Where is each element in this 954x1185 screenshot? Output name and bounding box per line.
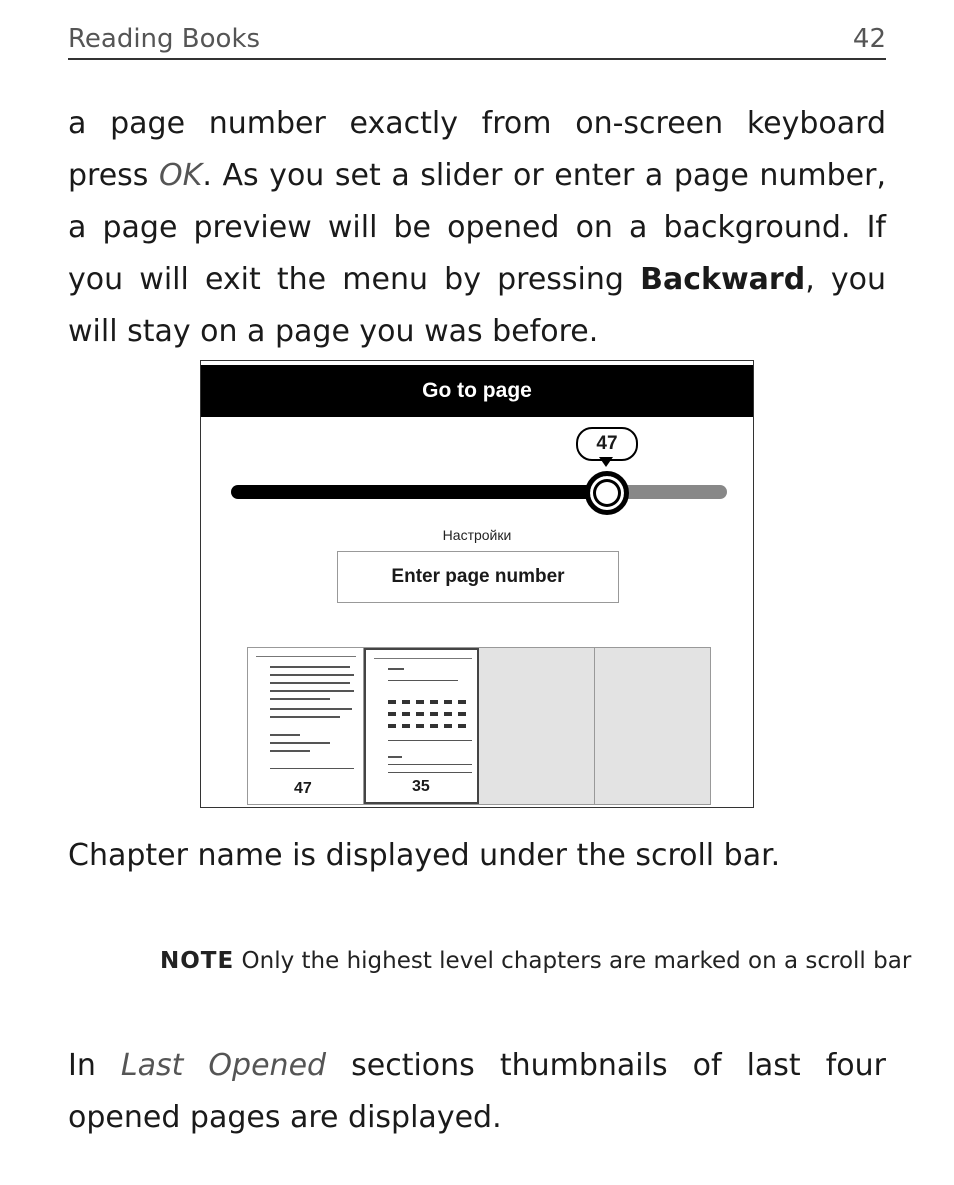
thumbnail-page-number: 35 xyxy=(412,778,430,795)
backward-key: Backward xyxy=(640,262,806,297)
note-callout xyxy=(160,948,912,974)
thumbnail-empty-4 xyxy=(595,648,710,804)
paragraph-slider-instructions xyxy=(68,98,886,358)
thumbnail-page-number: 47 xyxy=(294,780,312,797)
last-opened-term: Last Opened xyxy=(120,1048,327,1083)
p1-text-c: , you will stay on a page you was before. xyxy=(68,262,887,349)
chapter-label: Настройки xyxy=(442,527,512,543)
page-thumbnails xyxy=(247,647,711,805)
thumbnail-page-2[interactable] xyxy=(364,648,479,804)
enter-page-number-button[interactable]: Enter page number xyxy=(337,551,619,603)
paragraph-last-opened xyxy=(68,1040,886,1144)
p3-text-b: sections thumbnails of last four opened pages are displayed. xyxy=(68,1048,887,1135)
section-title: Reading Books xyxy=(68,24,261,54)
p1-text-b: . As you set a slider or enter a page number, a page preview will be opened on a background. If you will exit the menu by pressing xyxy=(68,158,886,297)
thumbnail-empty-3 xyxy=(479,648,595,804)
go-to-page-screenshot xyxy=(200,360,754,808)
note-label: NOTE xyxy=(160,948,235,974)
p1-text-a: a page number exactly from on-screen keyboard press xyxy=(68,106,886,193)
slider-knob[interactable] xyxy=(585,471,629,515)
slider-value-bubble: 47 xyxy=(576,427,638,461)
dialog-title: Go to page xyxy=(201,365,753,417)
thumbnail-page-1[interactable] xyxy=(248,648,364,804)
page-header xyxy=(68,22,886,60)
bubble-tail xyxy=(599,457,613,467)
slider-track-filled[interactable] xyxy=(231,485,607,499)
note-text: Only the highest level chapters are marked on a scroll bar xyxy=(234,948,912,974)
p3-text-a: In xyxy=(68,1048,121,1083)
ok-key: OK xyxy=(159,158,203,193)
page-number: 42 xyxy=(852,24,886,54)
paragraph-chapter-name: Chapter name is displayed under the scroll bar. xyxy=(68,838,781,873)
